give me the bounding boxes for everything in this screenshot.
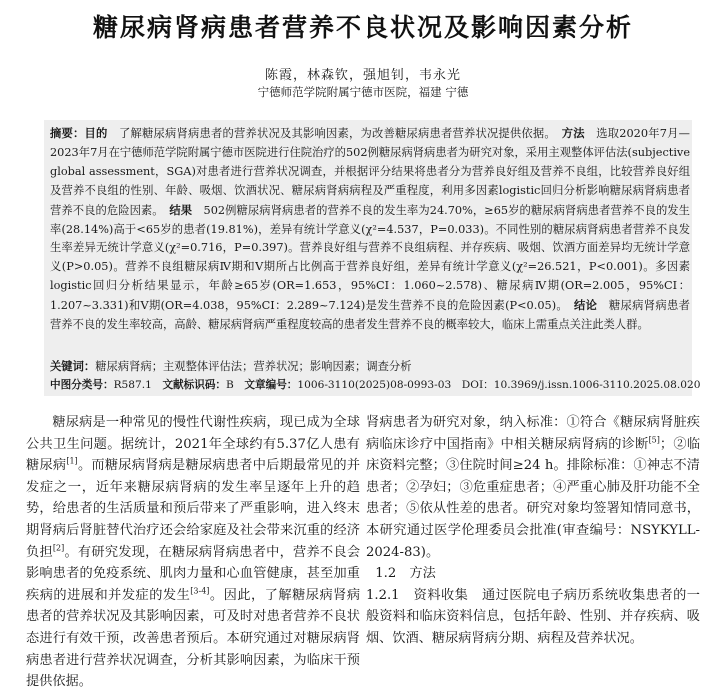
criteria-text-1: 肾病患者为研究对象，纳入标准：①符合《糖尿病肾脏疾病临床诊疗中国指南》中相关糖尿病肾病的诊断 [366,415,700,452]
doc-code-value: B [226,379,234,391]
keywords [50,357,690,377]
affiliation: 宁德师范学院附属宁德市医院，福建 宁德 [257,85,469,99]
methods-label: 方法 [561,126,585,140]
keywords-label: 关键词： [50,359,96,373]
intro-paragraph [26,412,360,693]
intro-text-4: 。因此，了解糖尿病肾病患者的营养状况及其影响因素，可及时对患者营养不良状态进行有效干预，改善患者预后。本研究通过对糖尿病肾病患者进行营养状况调查，分析其影响因素，为临床干预提供依据。 [26,587,361,690]
results-text: 502例糖尿病肾病患者的营养不良的发生率为24.70%，≥65岁的糖尿病肾病患者营养不良的发生率(28.14%)高于<65岁的患者(19.81%)，差异有统计学意义(χ²=4.537，P=0.033)。不同性别的糖尿病肾病患者营养不良发生率差异无统计学意义(χ²=0.716，P=0.397)。营养良好组与营养不良组病程、并存疾病、吸烟、饮酒方面差异均无统计学意义(P>0.05)。营养不良组糖尿病Ⅳ期和Ⅴ期所占比例高于营养良好组，差异有统计学意义(χ²=26.521，P<0.001)。多因素logistic回归分析结果显示，年龄≥65岁(OR=1.653，95%CI：1.060~2.578)、糖尿病Ⅳ期(OR=2.005，95%CI：1.207~3.331)和Ⅴ期(OR=4.038，95%CI：2.289~7.124)是发生营养不良的危险因素(P<0.05)。 [50,203,690,313]
criteria-paragraph [366,412,700,563]
conclusion-text: 糖尿病肾病患者营养不良的发生率较高，高龄、糖尿病肾病严重程度较高的患者发生营养不良的概率较大，临床上需重点关注此类人群。 [50,299,690,332]
authors: 陈霞，林森钦，强旭钊，韦永光 [264,68,461,83]
citation-1[interactable]: [1] [66,456,78,466]
data-collection-text: 通过医院电子病历系统收集患者的一般资料和临床资料信息，包括年龄、性别、并存疾病、吸烟、饮酒、糖尿病肾病分期、病程及营养状况。 [366,587,700,646]
intro-text-2: 。而糖尿病肾病是糖尿病患者中后期最常见的并发症之一，近年来糖尿病肾病的发生率呈逐年上升的趋势，给患者的生活质量和预后带来了严重影响，进入终末期肾病后肾脏替代治疗还会给家庭及社会带来沉重的经济负担 [26,458,361,560]
conclusion-label: 结论 [574,298,598,313]
paper-title: 糖尿病肾病患者营养不良状况及影响因素分析 [92,13,633,42]
objective-text: 了解糖尿病肾病患者的营养状况及其影响因素，为改善糖尿病患者营养状况提供依据。 [119,127,551,140]
doc-code-label: 文献标识码： [162,379,227,391]
citation-2[interactable]: [2] [52,543,65,553]
results-label: 结果 [169,202,193,217]
article-no-value: 1006-3110(2025)08-0993-03 [297,379,452,391]
objective-label: 目的 [84,126,108,140]
criteria-text-2: ；②临床资料完整；③住院时间≥24 h。排除标准：①神志不清患者；②孕妇；③危重症患者；④严重心肺及肝功能不全患者；⑤依从性差的患者。研究对象均签署知情同意书，本研究通过医学伦理委员会批准(审查编号：NSYKYLL-2024-83)。 [366,436,701,560]
keywords-text: 糖尿病肾病；主观整体评估法；营养状况；影响因素；调查分析 [95,360,412,373]
body-column-right [366,412,700,650]
article-no-label: 文章编号： [244,379,298,391]
citation-3[interactable]: [3-4] [190,586,210,596]
citation-5[interactable]: [5] [648,435,660,445]
article-meta [50,376,701,395]
intro-text-1: 糖尿病是一种常见的慢性代谢性疾病，现已成为全球公共卫生问题。据统计，2021年全球约有5.37亿人患有糖尿病 [26,415,360,474]
doi: DOI：10.3969/j.issn.1006-3110.2025.08.020 [461,379,701,391]
abstract-label: 摘要： [50,126,85,140]
methods-text: 选取2020年7月—2023年7月在宁德师范学院附属宁德市医院进行住院治疗的502例糖尿病肾病患者为研究对象，采用主观整体评估法(subjective global assessment，SGA)对患者进行营养状况调查，并根据评分结果将患者分为营养良好组及营养不良组，比较营养良好组及营养不良组的性别、年龄、吸烟、饮酒状况、糖尿病肾病病程及严重程度，利用多因素logistic回归分析影响糖尿病肾病患者营养不良的危险因素。 [50,127,690,217]
data-collection-paragraph [366,585,700,650]
intro-text-3: 。有研究发现，在糖尿病肾病患者中，营养不良会影响患者的免疫系统、肌肉力量和心血管健康，甚至加重疾病的进展和并发症的发生 [26,544,361,603]
clc-label: 中图分类号： [50,379,114,391]
subsection-heading-1-2-1: 1.2.1 资料收集 [366,587,469,603]
body-column-left [26,412,360,693]
clc-value: R587.1 [113,379,152,391]
abstract [50,124,690,335]
section-heading-1-2: 1.2 方法 [375,566,436,582]
